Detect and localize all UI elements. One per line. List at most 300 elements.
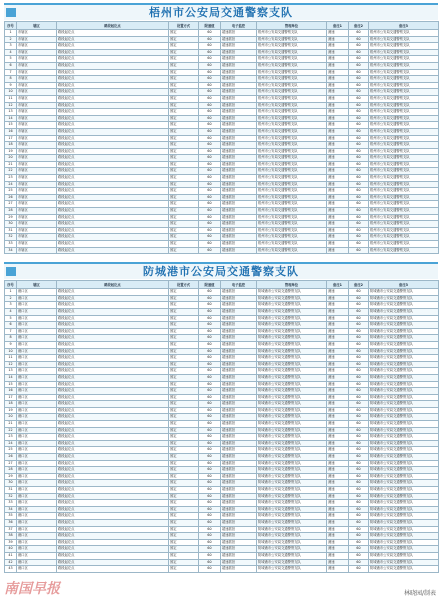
- table-cell: 超速抓拍: [221, 374, 257, 381]
- table-cell: 路段起讫点: [57, 559, 169, 566]
- table-cell: 超速抓拍: [221, 135, 257, 142]
- table-2-header-row: [5, 281, 439, 289]
- table-row: [5, 374, 439, 381]
- table-cell: 60: [199, 394, 221, 401]
- table-cell: 固定: [169, 188, 199, 195]
- table-cell: 60: [349, 295, 369, 302]
- table-cell: 路段起讫点: [57, 135, 169, 142]
- table-cell: 固定: [169, 355, 199, 362]
- table-row: [5, 102, 439, 109]
- table-cell: 固定: [169, 234, 199, 241]
- table-cell: 防城港市公安局交通警察支队: [257, 434, 327, 441]
- table-cell: 60: [349, 335, 369, 342]
- table-cell: 路段起讫点: [57, 513, 169, 520]
- table-cell: 路段起讫点: [57, 295, 169, 302]
- table-cell: 60: [199, 401, 221, 408]
- row-number-cell: 28: [5, 208, 17, 215]
- table-cell: 市辖区: [17, 168, 57, 175]
- table-cell: 60: [199, 115, 221, 122]
- table-cell: 固定: [169, 480, 199, 487]
- table-cell: 港口区: [17, 460, 57, 467]
- table-cell: 路段起讫点: [57, 155, 169, 162]
- table-cell: 防城港市公安局交通警察支队: [257, 374, 327, 381]
- table-cell: 60: [199, 315, 221, 322]
- table-row: [5, 62, 439, 69]
- table-cell: 路段起讫点: [57, 214, 169, 221]
- table-cell: 超速抓拍: [221, 109, 257, 116]
- column-header: 电子监控: [221, 22, 257, 30]
- table-cell: 固定: [169, 519, 199, 526]
- table-cell: 固定: [169, 460, 199, 467]
- table-cell: 固定: [169, 539, 199, 546]
- table-cell: 固定: [169, 56, 199, 63]
- table-row: [5, 566, 439, 573]
- table-cell: 路段起讫点: [57, 434, 169, 441]
- table-row: [5, 447, 439, 454]
- table-cell: 60: [199, 388, 221, 395]
- table-cell: 测速: [327, 454, 349, 461]
- row-number-cell: 11: [5, 95, 17, 102]
- table-cell: 固定: [169, 526, 199, 533]
- table-cell: 测速: [327, 102, 349, 109]
- table-cell: 60: [349, 234, 369, 241]
- table-cell: 固定: [169, 552, 199, 559]
- table-cell: 60: [199, 194, 221, 201]
- table-cell: 梧州市公安局交通警察支队: [369, 109, 439, 116]
- table-cell: 路段起讫点: [57, 519, 169, 526]
- table-cell: 测速: [327, 201, 349, 208]
- table-cell: 超速抓拍: [221, 234, 257, 241]
- table-row: [5, 69, 439, 76]
- row-number-cell: 13: [5, 109, 17, 116]
- table-cell: 测速: [327, 109, 349, 116]
- table-cell: 固定: [169, 302, 199, 309]
- table-cell: 路段起讫点: [57, 241, 169, 248]
- table-cell: 测速: [327, 95, 349, 102]
- table-row: [5, 434, 439, 441]
- table-cell: 60: [349, 214, 369, 221]
- table-cell: 梧州市公安局交通警察支队: [257, 30, 327, 37]
- table-cell: 路段起讫点: [57, 109, 169, 116]
- table-row: [5, 36, 439, 43]
- table-cell: 防城港市公安局交通警察支队: [257, 480, 327, 487]
- table-cell: 港口区: [17, 368, 57, 375]
- table-cell: 60: [349, 434, 369, 441]
- table-cell: 梧州市公安局交通警察支队: [257, 89, 327, 96]
- table-cell: 60: [199, 168, 221, 175]
- table-cell: 超速抓拍: [221, 208, 257, 215]
- document-page: [4, 3, 438, 573]
- column-header: 限速值: [199, 281, 221, 289]
- table-cell: 市辖区: [17, 135, 57, 142]
- table-row: [5, 194, 439, 201]
- table-cell: 超速抓拍: [221, 407, 257, 414]
- table-row: [5, 381, 439, 388]
- table-cell: 港口区: [17, 421, 57, 428]
- table-cell: 市辖区: [17, 56, 57, 63]
- table-cell: 60: [199, 519, 221, 526]
- table-cell: 港口区: [17, 513, 57, 520]
- column-header: 路段起讫点: [57, 22, 169, 30]
- table-row: [5, 322, 439, 329]
- table-cell: 固定: [169, 341, 199, 348]
- row-number-cell: 35: [5, 513, 17, 520]
- table-cell: 测速: [327, 388, 349, 395]
- column-header: 管理单位: [257, 22, 327, 30]
- table-cell: 防城港市公安局交通警察支队: [257, 487, 327, 494]
- row-number-cell: 28: [5, 467, 17, 474]
- table-cell: 防城港市公安局交通警察支队: [369, 289, 439, 296]
- table-cell: 港口区: [17, 374, 57, 381]
- table-cell: 路段起讫点: [57, 208, 169, 215]
- row-number-cell: 21: [5, 161, 17, 168]
- table-cell: 测速: [327, 148, 349, 155]
- table-cell: 测速: [327, 401, 349, 408]
- table-cell: 梧州市公安局交通警察支队: [257, 62, 327, 69]
- table-cell: 路段起讫点: [57, 388, 169, 395]
- row-number-cell: 17: [5, 394, 17, 401]
- table-cell: 固定: [169, 427, 199, 434]
- table-cell: 测速: [327, 308, 349, 315]
- table-cell: 超速抓拍: [221, 533, 257, 540]
- table-cell: 60: [199, 467, 221, 474]
- table-cell: 超速抓拍: [221, 148, 257, 155]
- table-cell: 60: [349, 142, 369, 149]
- table-cell: 超速抓拍: [221, 221, 257, 228]
- row-number-cell: 17: [5, 135, 17, 142]
- table-cell: 测速: [327, 43, 349, 50]
- table-cell: 防城港市公安局交通警察支队: [257, 322, 327, 329]
- table-cell: 60: [199, 500, 221, 507]
- table-cell: 60: [199, 289, 221, 296]
- table-cell: 60: [199, 493, 221, 500]
- table-cell: 防城港市公安局交通警察支队: [369, 302, 439, 309]
- table-cell: 超速抓拍: [221, 434, 257, 441]
- table-cell: 路段起讫点: [57, 552, 169, 559]
- table-row: [5, 161, 439, 168]
- row-number-cell: 13: [5, 368, 17, 375]
- table-row: [5, 559, 439, 566]
- table-cell: 路段起讫点: [57, 341, 169, 348]
- table-cell: 市辖区: [17, 115, 57, 122]
- table-cell: 超速抓拍: [221, 194, 257, 201]
- table-cell: 超速抓拍: [221, 388, 257, 395]
- table-cell: 市辖区: [17, 194, 57, 201]
- table-cell: 超速抓拍: [221, 161, 257, 168]
- table-cell: 测速: [327, 414, 349, 421]
- table-cell: 60: [349, 559, 369, 566]
- table-row: [5, 234, 439, 241]
- table-cell: 防城港市公安局交通警察支队: [369, 315, 439, 322]
- table-cell: 固定: [169, 227, 199, 234]
- table-cell: 梧州市公安局交通警察支队: [257, 115, 327, 122]
- row-number-cell: 14: [5, 115, 17, 122]
- table-cell: 防城港市公安局交通警察支队: [257, 302, 327, 309]
- table-cell: 港口区: [17, 348, 57, 355]
- table-cell: 超速抓拍: [221, 122, 257, 129]
- table-cell: 60: [349, 421, 369, 428]
- table-cell: 防城港市公安局交通警察支队: [369, 546, 439, 553]
- table-cell: 60: [349, 368, 369, 375]
- table-cell: 60: [349, 493, 369, 500]
- table-cell: 路段起讫点: [57, 142, 169, 149]
- table-cell: 测速: [327, 348, 349, 355]
- table-cell: 市辖区: [17, 109, 57, 116]
- table-cell: 60: [199, 135, 221, 142]
- table-cell: 防城港市公安局交通警察支队: [257, 421, 327, 428]
- table-cell: 测速: [327, 361, 349, 368]
- row-number-cell: 20: [5, 155, 17, 162]
- table-cell: 路段起讫点: [57, 30, 169, 37]
- table-cell: 防城港市公安局交通警察支队: [369, 513, 439, 520]
- table-cell: 路段起讫点: [57, 546, 169, 553]
- table-cell: 港口区: [17, 559, 57, 566]
- table-cell: 防城港市公安局交通警察支队: [257, 394, 327, 401]
- table-cell: 路段起讫点: [57, 95, 169, 102]
- table-cell: 固定: [169, 175, 199, 182]
- table-cell: 路段起讫点: [57, 355, 169, 362]
- table-cell: 梧州市公安局交通警察支队: [369, 221, 439, 228]
- table-row: [5, 519, 439, 526]
- table-cell: 60: [199, 546, 221, 553]
- row-number-cell: 43: [5, 566, 17, 573]
- table-cell: 固定: [169, 407, 199, 414]
- table-cell: 测速: [327, 82, 349, 89]
- table-cell: 固定: [169, 421, 199, 428]
- table-cell: 60: [199, 374, 221, 381]
- table-cell: 超速抓拍: [221, 241, 257, 248]
- table-cell: 梧州市公安局交通警察支队: [257, 95, 327, 102]
- table-cell: 防城港市公安局交通警察支队: [257, 566, 327, 573]
- table-cell: 市辖区: [17, 122, 57, 129]
- table-cell: 路段起讫点: [57, 302, 169, 309]
- table-cell: 市辖区: [17, 214, 57, 221]
- table-cell: 港口区: [17, 546, 57, 553]
- table-cell: 梧州市公安局交通警察支队: [257, 227, 327, 234]
- table-row: [5, 247, 439, 254]
- table-cell: 测速: [327, 241, 349, 248]
- table-cell: 市辖区: [17, 43, 57, 50]
- table-cell: 测速: [327, 434, 349, 441]
- table-cell: 市辖区: [17, 181, 57, 188]
- table-row: [5, 49, 439, 56]
- table-cell: 60: [349, 135, 369, 142]
- table-row: [5, 135, 439, 142]
- table-cell: 超速抓拍: [221, 513, 257, 520]
- table-1-header-row: [5, 22, 439, 30]
- table-cell: 测速: [327, 374, 349, 381]
- row-number-cell: 31: [5, 227, 17, 234]
- table-row: [5, 355, 439, 362]
- table-cell: 60: [349, 194, 369, 201]
- table-cell: 防城港市公安局交通警察支队: [257, 335, 327, 342]
- table-cell: 固定: [169, 247, 199, 254]
- table-cell: 测速: [327, 335, 349, 342]
- table-cell: 固定: [169, 69, 199, 76]
- table-cell: 超速抓拍: [221, 381, 257, 388]
- table-cell: 60: [349, 467, 369, 474]
- table-cell: 60: [349, 155, 369, 162]
- table-cell: 港口区: [17, 295, 57, 302]
- row-number-cell: 2: [5, 295, 17, 302]
- row-number-cell: 30: [5, 480, 17, 487]
- table-cell: 60: [199, 161, 221, 168]
- table-cell: 路段起讫点: [57, 407, 169, 414]
- table-cell: 60: [349, 315, 369, 322]
- table-cell: 60: [349, 440, 369, 447]
- row-number-cell: 11: [5, 355, 17, 362]
- table-cell: 防城港市公安局交通警察支队: [369, 519, 439, 526]
- table-cell: 防城港市公安局交通警察支队: [369, 487, 439, 494]
- table-cell: 固定: [169, 295, 199, 302]
- table-row: [5, 388, 439, 395]
- column-header: 序号: [5, 281, 17, 289]
- table-cell: 60: [349, 221, 369, 228]
- credit-line: 林晓园/制表: [403, 590, 436, 597]
- table-cell: 市辖区: [17, 128, 57, 135]
- table-cell: 超速抓拍: [221, 335, 257, 342]
- table-cell: 测速: [327, 533, 349, 540]
- table-cell: 固定: [169, 454, 199, 461]
- table-cell: 梧州市公安局交通警察支队: [257, 214, 327, 221]
- row-number-cell: 3: [5, 302, 17, 309]
- table-cell: 超速抓拍: [221, 36, 257, 43]
- table-cell: 60: [349, 181, 369, 188]
- table-cell: 测速: [327, 467, 349, 474]
- table-cell: 防城港市公安局交通警察支队: [257, 539, 327, 546]
- row-number-cell: 16: [5, 128, 17, 135]
- table-cell: 防城港市公安局交通警察支队: [257, 467, 327, 474]
- table-cell: 防城港市公安局交通警察支队: [257, 328, 327, 335]
- row-number-cell: 32: [5, 493, 17, 500]
- table-cell: 超速抓拍: [221, 95, 257, 102]
- table-row: [5, 201, 439, 208]
- table-cell: 固定: [169, 82, 199, 89]
- row-number-cell: 1: [5, 289, 17, 296]
- column-header: 备注1: [327, 281, 349, 289]
- table-cell: 路段起讫点: [57, 56, 169, 63]
- table-cell: 超速抓拍: [221, 302, 257, 309]
- row-number-cell: 40: [5, 546, 17, 553]
- table-cell: 港口区: [17, 361, 57, 368]
- table-cell: 港口区: [17, 388, 57, 395]
- table-cell: 60: [199, 533, 221, 540]
- table-cell: 梧州市公安局交通警察支队: [369, 122, 439, 129]
- table-cell: 60: [199, 102, 221, 109]
- column-header: 限速值: [199, 22, 221, 30]
- table-cell: 防城港市公安局交通警察支队: [369, 447, 439, 454]
- table-cell: 超速抓拍: [221, 315, 257, 322]
- table-cell: 60: [199, 440, 221, 447]
- table-cell: 超速抓拍: [221, 447, 257, 454]
- table-cell: 60: [199, 454, 221, 461]
- table-cell: 60: [349, 208, 369, 215]
- table-cell: 60: [349, 546, 369, 553]
- table-cell: 固定: [169, 168, 199, 175]
- table-cell: 60: [349, 394, 369, 401]
- table-cell: 固定: [169, 161, 199, 168]
- table-cell: 路段起讫点: [57, 467, 169, 474]
- row-number-cell: 5: [5, 56, 17, 63]
- column-header: 辖区: [17, 281, 57, 289]
- table-cell: 60: [199, 69, 221, 76]
- table-cell: 防城港市公安局交通警察支队: [369, 493, 439, 500]
- table-row: [5, 208, 439, 215]
- table-cell: 市辖区: [17, 188, 57, 195]
- table-cell: 固定: [169, 467, 199, 474]
- table-cell: 路段起讫点: [57, 427, 169, 434]
- table-row: [5, 221, 439, 228]
- table-cell: 梧州市公安局交通警察支队: [369, 36, 439, 43]
- row-number-cell: 33: [5, 500, 17, 507]
- table-cell: 防城港市公安局交通警察支队: [257, 388, 327, 395]
- table-cell: 60: [349, 109, 369, 116]
- table-cell: 防城港市公安局交通警察支队: [257, 315, 327, 322]
- table-cell: 梧州市公安局交通警察支队: [369, 142, 439, 149]
- table-cell: 60: [199, 295, 221, 302]
- column-header: 路段起讫点: [57, 281, 169, 289]
- table-cell: 超速抓拍: [221, 247, 257, 254]
- table-cell: 梧州市公安局交通警察支队: [369, 56, 439, 63]
- table-cell: 60: [349, 241, 369, 248]
- row-number-cell: 26: [5, 194, 17, 201]
- table-cell: 防城港市公安局交通警察支队: [257, 361, 327, 368]
- table-cell: 60: [199, 447, 221, 454]
- table-cell: 60: [199, 480, 221, 487]
- table-cell: 测速: [327, 513, 349, 520]
- table-cell: 60: [349, 161, 369, 168]
- table-cell: 梧州市公安局交通警察支队: [257, 168, 327, 175]
- table-cell: 60: [199, 241, 221, 248]
- table-cell: 防城港市公安局交通警察支队: [257, 348, 327, 355]
- table-cell: 市辖区: [17, 69, 57, 76]
- table-cell: 市辖区: [17, 30, 57, 37]
- table-cell: 60: [349, 95, 369, 102]
- table-cell: 60: [199, 221, 221, 228]
- table-cell: 60: [349, 76, 369, 83]
- row-number-cell: 34: [5, 506, 17, 513]
- table-cell: 路段起讫点: [57, 122, 169, 129]
- table-cell: 路段起讫点: [57, 194, 169, 201]
- table-cell: 防城港市公安局交通警察支队: [369, 368, 439, 375]
- table-row: [5, 82, 439, 89]
- table-cell: 防城港市公安局交通警察支队: [257, 460, 327, 467]
- table-cell: 梧州市公安局交通警察支队: [257, 161, 327, 168]
- table-cell: 60: [349, 56, 369, 63]
- table-cell: 60: [199, 341, 221, 348]
- row-number-cell: 15: [5, 381, 17, 388]
- table-cell: 60: [349, 308, 369, 315]
- table-cell: 60: [349, 381, 369, 388]
- table-cell: 固定: [169, 566, 199, 573]
- table-cell: 梧州市公安局交通警察支队: [257, 102, 327, 109]
- table-cell: 防城港市公安局交通警察支队: [369, 506, 439, 513]
- table-cell: 港口区: [17, 401, 57, 408]
- table-cell: 60: [349, 102, 369, 109]
- table-cell: 60: [199, 142, 221, 149]
- table-cell: 固定: [169, 315, 199, 322]
- table-cell: 固定: [169, 135, 199, 142]
- table-cell: 路段起讫点: [57, 175, 169, 182]
- table-cell: 梧州市公安局交通警察支队: [257, 241, 327, 248]
- table-cell: 港口区: [17, 289, 57, 296]
- table-cell: 防城港市公安局交通警察支队: [257, 401, 327, 408]
- table-cell: 测速: [327, 539, 349, 546]
- table-cell: 路段起讫点: [57, 539, 169, 546]
- table-cell: 测速: [327, 289, 349, 296]
- table-cell: 梧州市公安局交通警察支队: [369, 95, 439, 102]
- table-cell: 梧州市公安局交通警察支队: [257, 122, 327, 129]
